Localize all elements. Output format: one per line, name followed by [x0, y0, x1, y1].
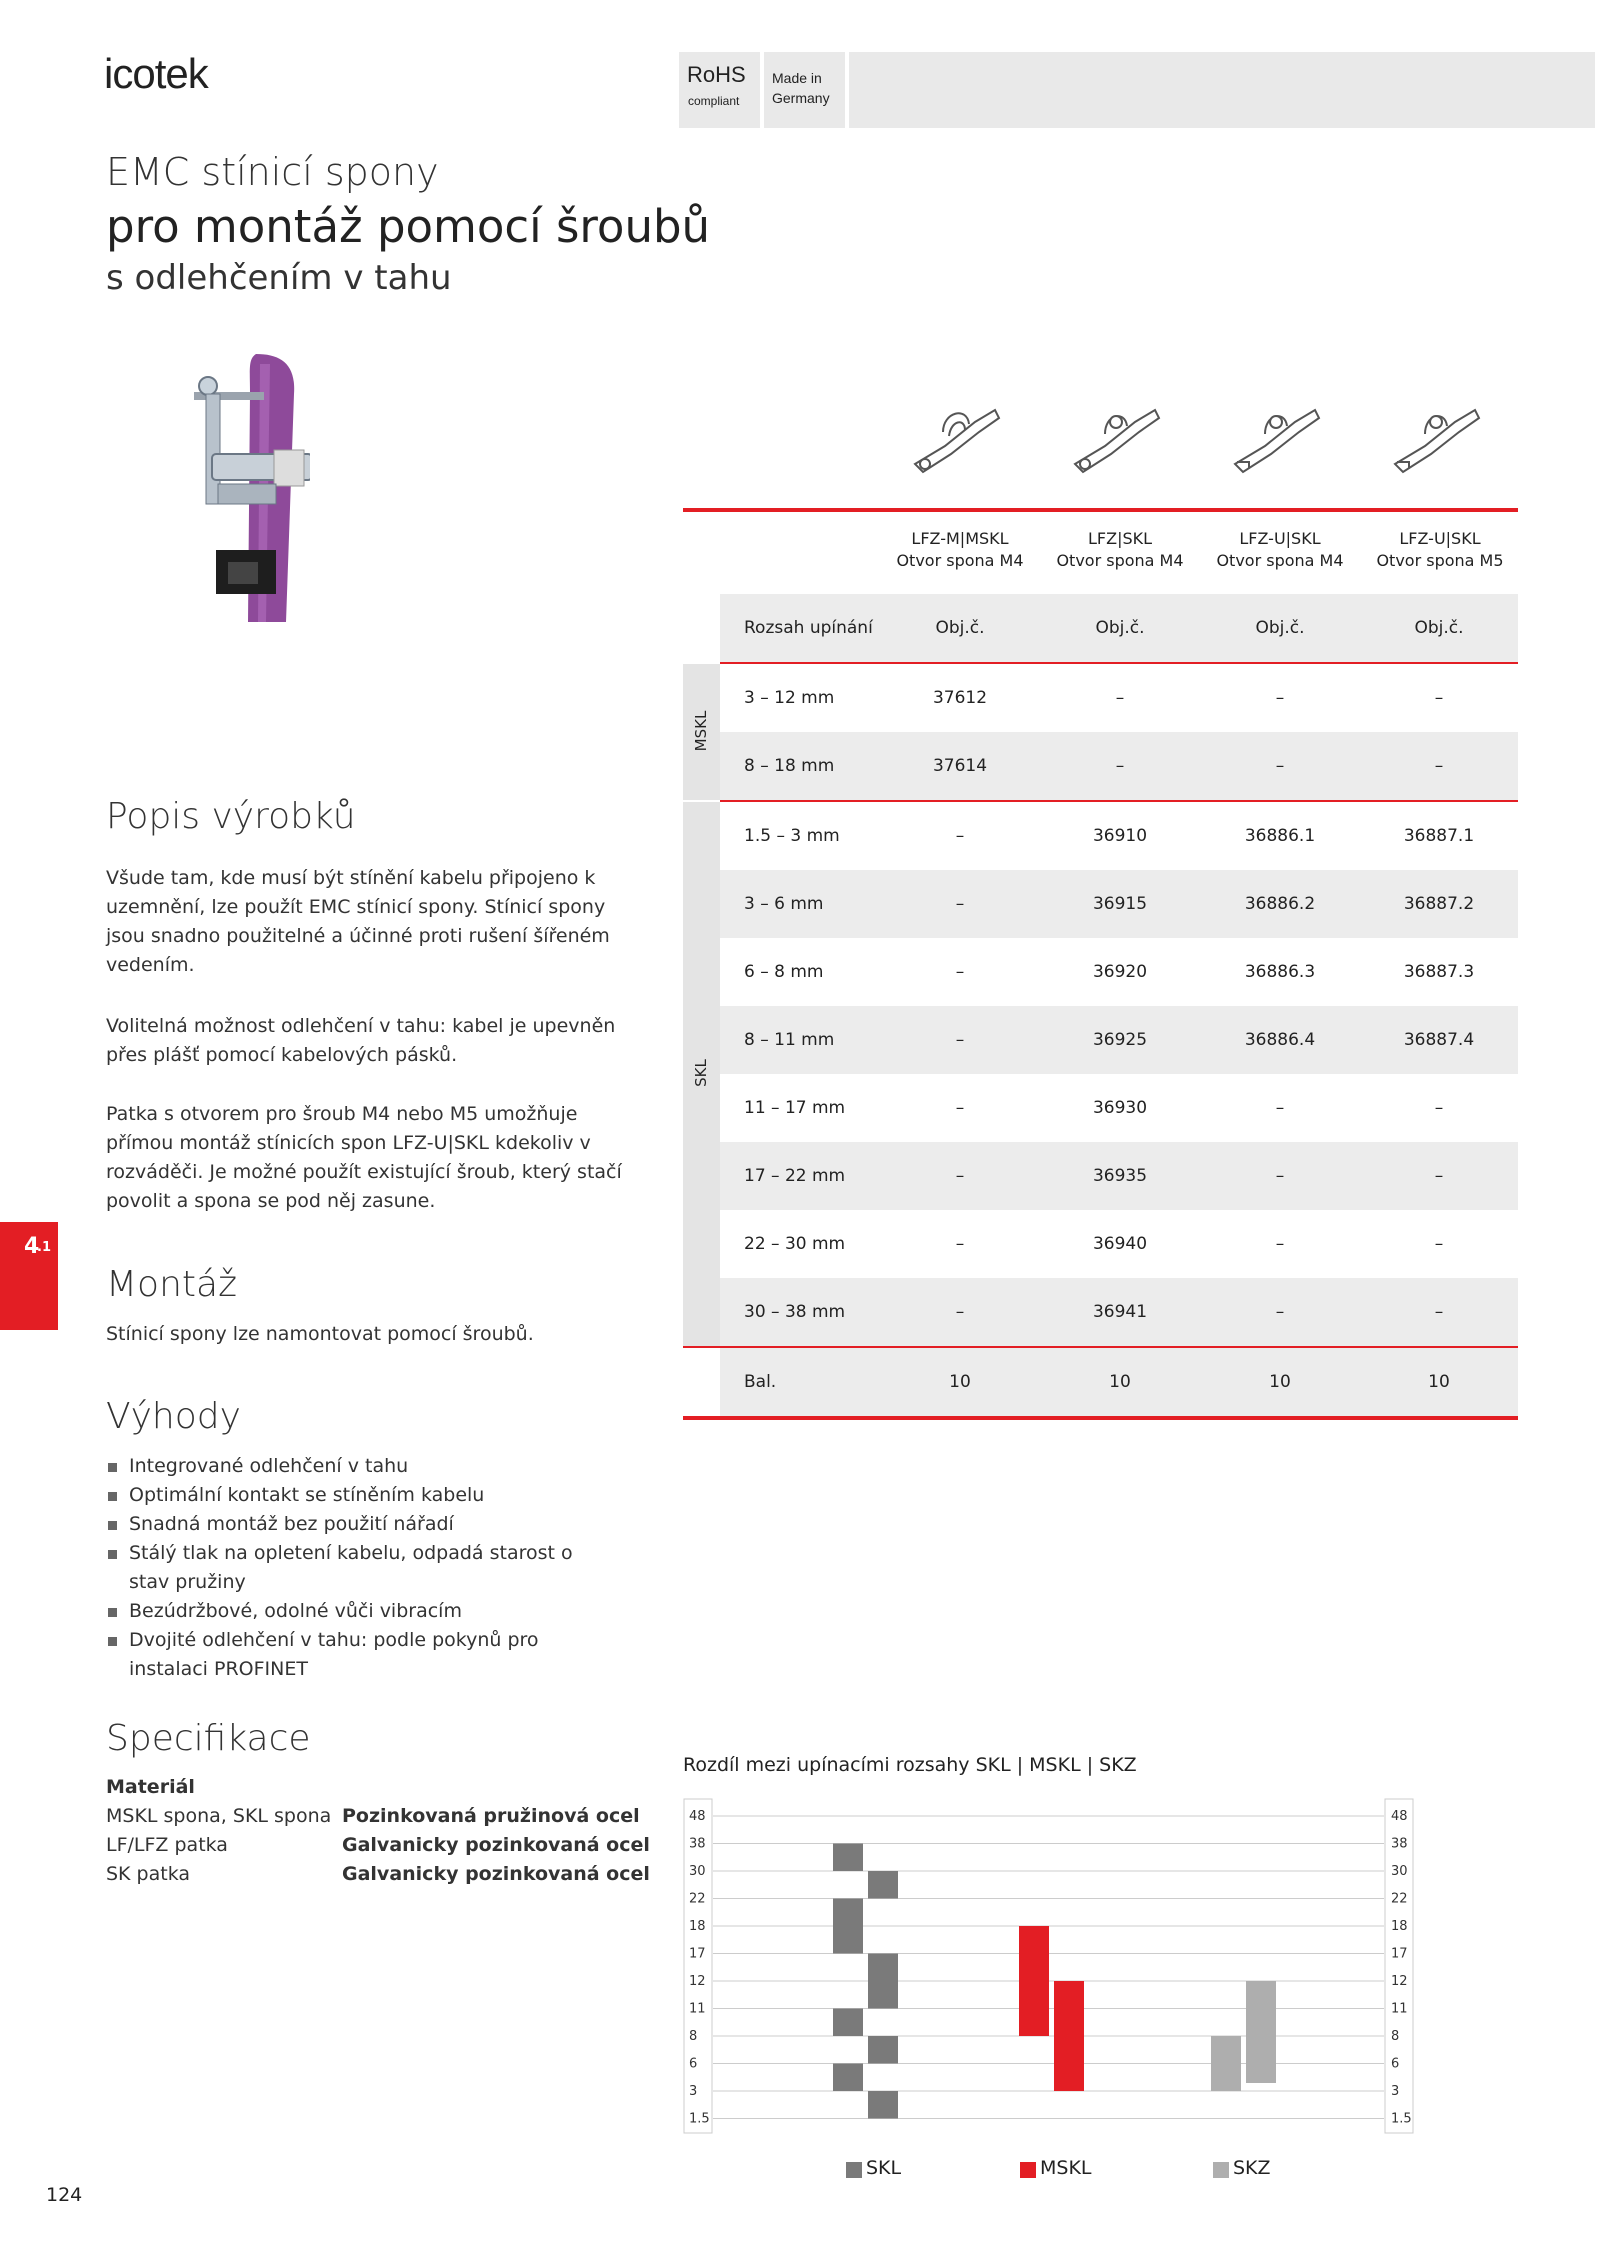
- pack-value: 10: [1269, 1372, 1291, 1392]
- col-obj-header: Obj.č.: [1414, 618, 1464, 638]
- chapter-tab: 4 .1: [0, 1222, 58, 1330]
- advantages-list: [106, 1452, 576, 1684]
- order-number-cell: –: [1434, 688, 1444, 708]
- range-chart: [683, 1798, 1423, 2138]
- order-number-cell: 36886.1: [1244, 826, 1316, 846]
- chart-title: Rozdíl mezi upínacími rozsahy SKL | MSKL | SKZ: [683, 1754, 1137, 1776]
- order-number-cell: 36935: [1092, 1166, 1148, 1186]
- order-number-cell: 36920: [1092, 962, 1148, 982]
- order-number-cell: –: [1434, 756, 1444, 776]
- order-number-cell: –: [955, 1030, 965, 1050]
- table-row: [720, 802, 1518, 870]
- legend-label: SKL: [866, 2157, 902, 2179]
- spec-value: Galvanicky pozinkovaná ocel: [342, 1834, 650, 1856]
- col-range-header: Rozsah upínání: [744, 618, 873, 638]
- order-number-cell: 36930: [1092, 1098, 1148, 1118]
- y-tick-left: 38: [689, 1836, 706, 1852]
- description-heading: Popis výrobků: [106, 796, 356, 837]
- advantage-item: Integrované odlehčení v tahu: [106, 1452, 576, 1481]
- y-tick-right: 3: [1391, 2084, 1400, 2099]
- order-number-cell: 36886.4: [1244, 1030, 1316, 1050]
- pack-label: Bal.: [744, 1372, 777, 1392]
- order-number-cell: –: [1434, 1234, 1444, 1254]
- bar-skl: [833, 2064, 863, 2092]
- y-tick-left: 11: [689, 2001, 706, 2017]
- order-number-cell: –: [1115, 688, 1125, 708]
- y-tick-left: 8: [689, 2029, 698, 2044]
- advantages-heading: Výhody: [106, 1396, 241, 1437]
- range-cell: 11 – 17 mm: [744, 1098, 846, 1118]
- description-p3: Patka s otvorem pro šroub M4 nebo M5 umožňuje přímou montáž stínicích spon LFZ-U|SKL kdekoliv v rozváděči. Je možné použít existující šroub, který stačí povolit a spona se pod něj zasune.: [106, 1103, 622, 1212]
- range-cell: 3 – 12 mm: [744, 688, 835, 708]
- lfz-u-clamp-icon: [1225, 392, 1325, 484]
- order-number-cell: 36886.2: [1244, 894, 1316, 914]
- y-tick-left: 6: [689, 2056, 698, 2072]
- rohs-main: RoHS: [687, 62, 746, 87]
- bar-skz: [1211, 2036, 1241, 2091]
- order-number-cell: –: [1434, 1302, 1444, 1322]
- order-number-cell: –: [955, 1234, 965, 1254]
- made-line1: Made in: [772, 70, 822, 86]
- mounting-text: Stínicí spony lze namontovat pomocí šroubů.: [106, 1323, 534, 1345]
- order-number-cell: 36941: [1092, 1302, 1148, 1322]
- legend-swatch-skl: [846, 2162, 862, 2178]
- legend-swatch-skz: [1213, 2162, 1229, 2178]
- product-header: LFZ|SKL Otvor spona M4: [1056, 529, 1184, 570]
- y-tick-right: 8: [1391, 2029, 1400, 2044]
- y-tick-right: 22: [1391, 1891, 1408, 1907]
- legend-label: MSKL: [1040, 2157, 1092, 2179]
- table-top-rule: [683, 508, 1518, 512]
- order-number-cell: –: [955, 1302, 965, 1322]
- y-tick-left: 17: [689, 1946, 706, 1962]
- table-row: [720, 664, 1518, 732]
- title-line3: s odlehčením v tahu: [106, 258, 452, 298]
- range-cell: 3 – 6 mm: [744, 894, 824, 914]
- range-cell: 17 – 22 mm: [744, 1166, 846, 1186]
- y-tick-left: 22: [689, 1891, 706, 1907]
- group-skl: SKL: [683, 802, 720, 1346]
- range-cell: 1.5 – 3 mm: [744, 826, 840, 846]
- col-obj-header: Obj.č.: [935, 618, 985, 638]
- order-number-cell: 37612: [932, 688, 988, 708]
- y-tick-right: 1.5: [1391, 2111, 1412, 2127]
- order-number-cell: –: [1275, 1098, 1285, 1118]
- order-number-cell: 37614: [932, 756, 988, 776]
- page-number: 124: [46, 2184, 83, 2206]
- mounting-heading: Montáž: [106, 1264, 237, 1305]
- order-number-cell: –: [1275, 756, 1285, 776]
- range-cell: 6 – 8 mm: [744, 962, 824, 982]
- range-cell: 8 – 11 mm: [744, 1030, 835, 1050]
- order-number-cell: 36925: [1092, 1030, 1148, 1050]
- y-tick-right: 38: [1391, 1836, 1408, 1852]
- bar-skl: [868, 2091, 898, 2119]
- order-number-cell: 36910: [1092, 826, 1148, 846]
- order-number-cell: 36887.4: [1403, 1030, 1475, 1050]
- y-tick-right: 30: [1391, 1864, 1408, 1879]
- made-line2: Germany: [772, 90, 830, 106]
- advantage-item: Dvojité odlehčení v tahu: podle pokynů pro instalaci PROFINET: [106, 1626, 576, 1684]
- table-row: [720, 1006, 1518, 1074]
- order-number-cell: –: [1434, 1166, 1444, 1186]
- rohs-sub: compliant: [688, 94, 740, 108]
- range-cell: 22 – 30 mm: [744, 1234, 846, 1254]
- header-bar: [849, 52, 1595, 128]
- group-mskl: MSKL: [683, 664, 720, 800]
- order-number-cell: –: [955, 894, 965, 914]
- col-obj-header: Obj.č.: [1095, 618, 1145, 638]
- order-number-cell: –: [1275, 1166, 1285, 1186]
- y-tick-left: 1.5: [689, 2111, 710, 2127]
- table-row: [720, 1210, 1518, 1278]
- bar-skl: [868, 1954, 898, 2009]
- spec-value: Galvanicky pozinkovaná ocel: [342, 1863, 650, 1885]
- advantage-item: Bezúdržbové, odolné vůči vibracím: [106, 1597, 576, 1626]
- title-line2: pro montáž pomocí šroubů: [106, 200, 711, 253]
- made-in-germany-badge: [764, 52, 845, 128]
- product-header: LFZ-U|SKL Otvor spona M5: [1376, 529, 1504, 570]
- order-number-cell: –: [955, 1098, 965, 1118]
- lfz-clamp-icon: [1065, 392, 1165, 484]
- order-number-cell: –: [955, 1166, 965, 1186]
- y-tick-left: 3: [689, 2084, 698, 2099]
- lfz-u-clamp-m5-icon: [1385, 392, 1485, 484]
- bar-skl: [833, 2009, 863, 2037]
- y-tick-left: 12: [689, 1974, 706, 1989]
- product-header: LFZ-U|SKL Otvor spona M4: [1216, 529, 1344, 570]
- y-tick-right: 12: [1391, 1974, 1408, 1989]
- title-line1: EMC stínicí spony: [106, 150, 439, 194]
- order-number-cell: –: [1275, 688, 1285, 708]
- bar-mskl: [1019, 1926, 1049, 2036]
- bar-skl: [868, 2036, 898, 2064]
- legend-label: SKZ: [1233, 2157, 1271, 2179]
- table-row: [720, 938, 1518, 1006]
- order-number-cell: –: [1434, 1098, 1444, 1118]
- bar-skl: [833, 1899, 863, 1954]
- col-obj-header: Obj.č.: [1255, 618, 1305, 638]
- order-number-cell: 36915: [1092, 894, 1148, 914]
- legend-swatch-mskl: [1020, 2162, 1036, 2178]
- advantage-item: Optimální kontakt se stíněním kabelu: [106, 1481, 576, 1510]
- product-header: LFZ-M|MSKL Otvor spona M4: [896, 529, 1024, 570]
- specs-subheading: Materiál: [106, 1776, 195, 1798]
- table-row: [720, 1074, 1518, 1142]
- bar-skl: [868, 1871, 898, 1899]
- description-p2: Volitelná možnost odlehčení v tahu: kabel je upevněn přes plášť pomocí kabelových pásků.: [106, 1015, 616, 1066]
- order-number-cell: –: [1275, 1302, 1285, 1322]
- column-header-row: [720, 594, 1518, 662]
- spec-label: MSKL spona, SKL spona: [106, 1805, 332, 1827]
- advantage-item: Snadná montáž bez použití nářadí: [106, 1510, 576, 1539]
- order-number-cell: –: [1275, 1234, 1285, 1254]
- order-number-cell: 36886.3: [1244, 962, 1316, 982]
- y-tick-right: 18: [1391, 1919, 1408, 1934]
- table-row: [720, 870, 1518, 938]
- specs-heading: Specifikace: [106, 1718, 311, 1759]
- y-tick-left: 30: [689, 1864, 706, 1879]
- range-cell: 30 – 38 mm: [744, 1302, 846, 1322]
- y-tick-left: 48: [689, 1809, 706, 1824]
- advantage-item: Stálý tlak na opletení kabelu, odpadá starost o stav pružiny: [106, 1539, 576, 1597]
- order-number-cell: –: [955, 962, 965, 982]
- y-tick-right: 17: [1391, 1946, 1408, 1962]
- spec-label: LF/LFZ patka: [106, 1834, 228, 1856]
- table-bottom-rule: [683, 1416, 1518, 1420]
- range-cell: 8 – 18 mm: [744, 756, 835, 776]
- order-number-cell: 36887.2: [1403, 894, 1475, 914]
- lfz-m-clamp-icon: [905, 392, 1005, 484]
- bar-mskl: [1054, 1981, 1084, 2091]
- description-p1: Všude tam, kde musí být stínění kabelu připojeno k uzemnění, lze použít EMC stínicí spony. Stínicí spony jsou snadno použitelné a účinné proti rušení šířeném vedením.: [106, 867, 610, 976]
- y-tick-right: 6: [1391, 2056, 1400, 2072]
- table-row: [720, 1278, 1518, 1346]
- y-tick-left: 18: [689, 1919, 706, 1934]
- pack-value: 10: [949, 1372, 971, 1392]
- pack-value: 10: [1109, 1372, 1131, 1392]
- bar-skz: [1246, 1981, 1276, 2083]
- bar-skl: [833, 1844, 863, 1872]
- order-number-cell: 36940: [1092, 1234, 1148, 1254]
- order-number-cell: 36887.1: [1403, 826, 1475, 846]
- brand-logo: icotek: [104, 50, 208, 97]
- product-photo: [186, 354, 310, 622]
- spec-label: SK patka: [106, 1863, 191, 1885]
- order-number-cell: 36887.3: [1403, 962, 1475, 982]
- pack-value: 10: [1428, 1372, 1450, 1392]
- table-row: [720, 1142, 1518, 1210]
- rohs-badge: [679, 52, 760, 128]
- y-tick-right: 48: [1391, 1809, 1408, 1824]
- order-number-cell: –: [1115, 756, 1125, 776]
- order-number-cell: –: [955, 826, 965, 846]
- spec-value: Pozinkovaná pružinová ocel: [342, 1805, 640, 1827]
- table-row: [720, 732, 1518, 800]
- pack-row: [720, 1348, 1518, 1416]
- y-tick-right: 11: [1391, 2001, 1408, 2017]
